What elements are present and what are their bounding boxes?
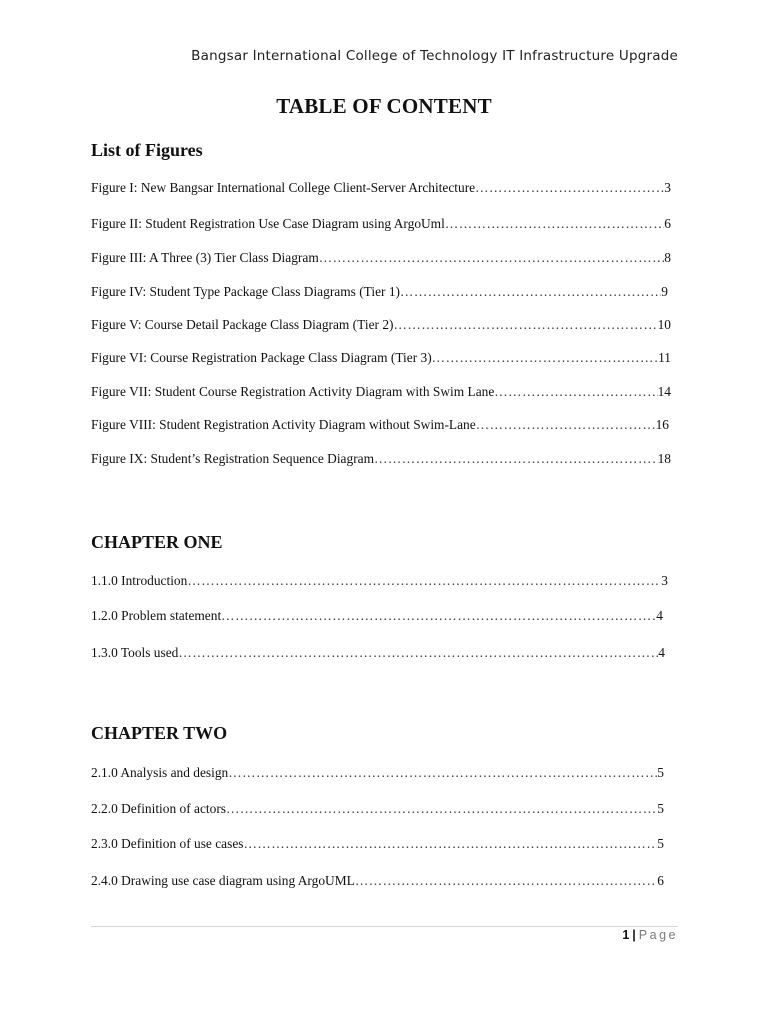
toc-entry-figure-6[interactable] [91,348,671,368]
page-number: 1 [622,928,630,942]
toc-entry-page: 5 [657,836,664,851]
running-header: Bangsar International College of Technology IT Infrastructure Upgrade [191,48,678,64]
toc-entry-page: 16 [655,417,669,432]
toc-entry-2-3-0[interactable] [91,834,664,854]
toc-entry-text: Figure VI: Course Registration Package Class Diagram (Tier 3) [91,350,432,365]
toc-entry-figure-5[interactable] [91,315,671,335]
dot-leader [475,178,664,198]
dot-leader [187,571,661,591]
toc-entry-page: 5 [657,765,664,780]
toc-entry-text: Figure III: A Three (3) Tier Class Diagram [91,250,319,265]
toc-entry-figure-4[interactable] [91,282,668,302]
toc-entry-figure-8[interactable] [91,415,669,435]
toc-entry-page: 10 [657,317,671,332]
page-title: TABLE OF CONTENT [276,94,492,118]
list-of-figures-heading: List of Figures [91,140,203,160]
toc-entry-text: 1.2.0 Problem statement [91,608,222,623]
dot-leader [400,282,661,302]
toc-entry-text: 2.4.0 Drawing use case diagram using ArgoUML [91,873,355,888]
toc-entry-page: 8 [664,250,671,265]
toc-entry-figure-3[interactable] [91,248,671,268]
dot-leader [221,606,656,626]
page-footer [622,928,678,942]
toc-entry-2-1-0[interactable] [91,763,664,783]
footer-separator: | [632,928,636,942]
page-label: Page [638,928,678,942]
toc-entry-text: Figure VII: Student Course Registration Activity Diagram with Swim Lane [91,384,495,399]
toc-entry-figure-9[interactable] [91,449,671,469]
toc-entry-text: 2.2.0 Definition of actors [91,801,226,816]
toc-entry-page: 3 [661,573,668,588]
dot-leader [445,214,664,234]
toc-entry-text: 2.3.0 Definition of use cases [91,836,244,851]
dot-leader [494,382,657,402]
toc-entry-text: Figure VIII: Student Registration Activity Diagram without Swim-Lane [91,417,476,432]
toc-entry-page: 6 [664,216,671,231]
toc-entry-text: 1.3.0 Tools used [91,645,179,660]
toc-entry-1-1-0[interactable] [91,571,668,591]
toc-entry-2-4-0[interactable] [91,871,664,891]
toc-entry-text: Figure IV: Student Type Package Class Diagrams (Tier 1) [91,284,400,299]
chapter-one-heading: CHAPTER ONE [91,532,223,552]
toc-entry-page: 5 [657,801,664,816]
toc-entry-page: 6 [657,873,664,888]
dot-leader [178,643,658,663]
toc-entry-page: 4 [658,645,665,660]
toc-entry-page: 14 [657,384,671,399]
footer-divider [91,926,678,927]
dot-leader [226,799,657,819]
dot-leader [319,248,665,268]
toc-entry-figure-1[interactable] [91,178,671,198]
toc-entry-1-3-0[interactable] [91,643,665,663]
toc-entry-page: 18 [657,451,671,466]
dot-leader [243,834,657,854]
toc-entry-1-2-0[interactable] [91,606,663,626]
toc-entry-2-2-0[interactable] [91,799,664,819]
toc-entry-page: 4 [656,608,663,623]
toc-entry-page: 11 [658,350,671,365]
toc-entry-text: Figure V: Course Detail Package Class Diagram (Tier 2) [91,317,394,332]
dot-leader [355,871,657,891]
chapter-two-heading: CHAPTER TWO [91,723,228,743]
toc-entry-text: Figure II: Student Registration Use Case Diagram using ArgoUml [91,216,445,231]
dot-leader [432,348,658,368]
toc-entry-text: Figure IX: Student’s Registration Sequence Diagram [91,451,375,466]
toc-entry-text: Figure I: New Bangsar International College Client-Server Architecture [91,180,476,195]
toc-entry-text: 2.1.0 Analysis and design [91,765,229,780]
toc-entry-text: 1.1.0 Introduction [91,573,188,588]
toc-entry-page: 3 [664,180,671,195]
dot-leader [374,449,658,469]
dot-leader [393,315,657,335]
dot-leader [228,763,657,783]
dot-leader [476,415,656,435]
toc-entry-figure-7[interactable] [91,382,671,402]
toc-entry-figure-2[interactable] [91,214,671,234]
toc-entry-page: 9 [661,284,668,299]
